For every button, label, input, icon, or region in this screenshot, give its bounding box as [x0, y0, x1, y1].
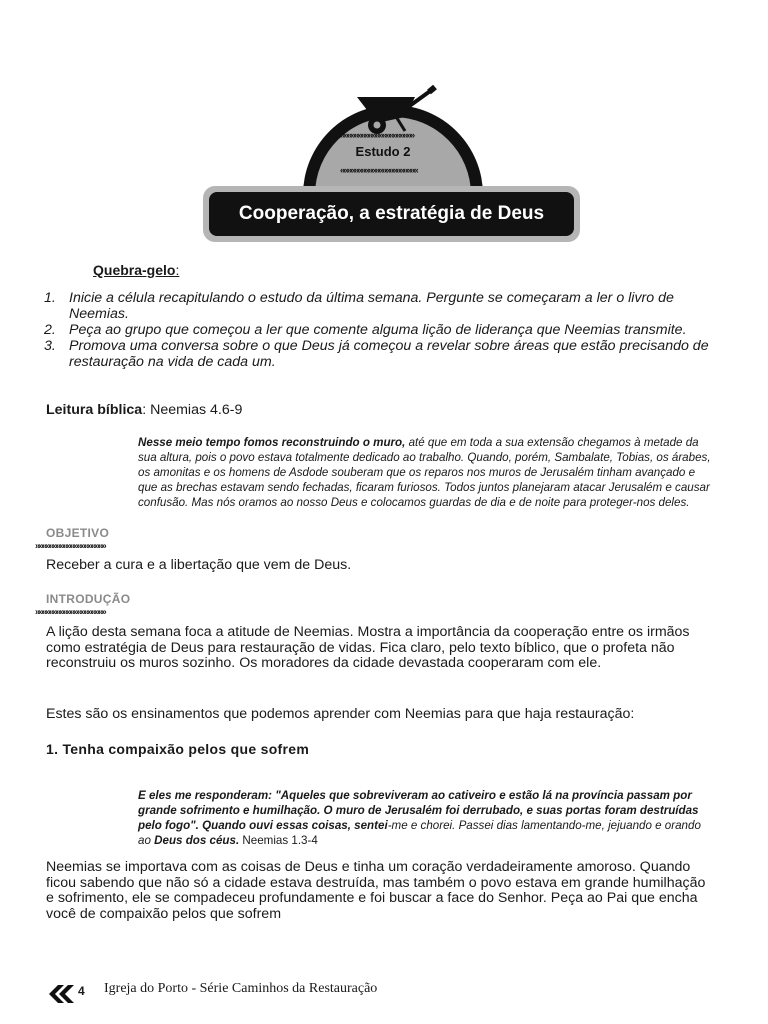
bible-reading	[46, 402, 242, 418]
introduction-lead: Estes são os ensinamentos que podemos aprender com Neemias para que haja restauração:	[46, 706, 635, 722]
quote-bold: Nesse meio tempo fomos reconstruindo o muro,	[138, 436, 406, 449]
icebreaker-label: Quebra-gelo	[93, 262, 176, 278]
page-number: 4	[78, 984, 85, 998]
icebreaker-heading	[93, 262, 179, 278]
list-text: Peça ao grupo que começou a ler que comente alguma lição de liderança que Neemias transmite.	[69, 322, 687, 338]
objective-heading: OBJETIVO	[46, 526, 110, 540]
chevron-divider-icon	[35, 607, 133, 615]
footer-text: Igreja do Porto - Série Caminhos da Restauração	[104, 981, 378, 996]
double-chevron-left-icon	[46, 984, 80, 1004]
quote-bold: Deus dos céus.	[154, 834, 240, 847]
list-text: Inicie a célula recapitulando o estudo da última semana. Pergunte se começaram a ler o livro de Neemias.	[69, 290, 674, 322]
introduction-heading: INTRODUÇÃO	[46, 592, 131, 606]
svg-text:»»»»»»»»»»»»»»»»»»»»: »»»»»»»»»»»»»»»»»»»»	[35, 541, 106, 549]
title-banner	[203, 186, 580, 242]
svg-text:»»»»»»»»»»»»»»»»»»»»: »»»»»»»»»»»»»»»»»»»»	[35, 607, 106, 615]
icebreaker-list	[44, 290, 724, 370]
list-number: 3.	[44, 338, 56, 354]
list-item	[44, 322, 724, 338]
introduction-paragraph: A lição desta semana foca a atitude de Neemias. Mostra a importância da cooperação entre os irmãos como estratégia de Deus para restauração de vidas. Fica claro, pelo texto bíblico, que o profeta não reconstruiu os muros sozinho. Os moradores da cidade devastada cooperaram com ele.	[46, 624, 690, 671]
objective-text: Receber a cura e a libertação que vem de Deus.	[46, 557, 352, 573]
section-paragraph: Neemias se importava com as coisas de Deus e tinha um coração verdadeiramente amoroso. Quando ficou sabendo que não só a cidade estava destruída, mas também o povo estava em grande humilhação e sofrimento, ele se compadeceu profundamente e foi buscar a face do Senhor. Peça ao Pai que encha você de compaixão pelos que sofrem	[46, 859, 706, 922]
quote-text: -me e chorei. Passei dias lamentando-me, jejuando e orando ao	[138, 819, 701, 847]
svg-text:««««««««««««««««««««««: ««««««««««««««««««««««	[340, 165, 418, 175]
quote-reference: Neemias 1.3-4	[239, 834, 318, 847]
svg-text:»»»»»»»»»»»»»»»»»»»»»: »»»»»»»»»»»»»»»»»»»»»	[340, 130, 414, 140]
list-item	[44, 290, 724, 322]
scripture-quote	[138, 788, 713, 848]
quote-text: até que em toda a sua extensão chegamos à metade da sua altura, pois o povo estava totalmente dedicado ao trabalho. Quando, porém, Sambalate, Tobias, os árabes, os amonitas e os homens de Asdode souberam que os reparos nos muros de Jerusalém tinham avançado e que as brechas estavam sendo fechadas, ficaram furiosos. Todos juntos planejaram atacar Jerusalém e causar confusão. Mas nós oramos ao nosso Deus e colocamos guardas de dia e de noite para proteger-nos deles.	[138, 436, 711, 509]
quote-bold: E eles me responderam: "Aqueles que sobreviveram ao cativeiro e estão lá na província passam por grande sofrimento e humilhação. O muro de Jerusalém foi derrubado, e suas portas foram destruídas pelo fogo". Quando ouvi essas coisas, sentei	[138, 789, 699, 832]
scripture-quote	[138, 435, 713, 510]
list-item	[44, 338, 724, 370]
list-number: 2.	[44, 322, 56, 338]
icebreaker-colon: :	[175, 262, 180, 278]
bible-reading-label: Leitura bíblica	[46, 402, 143, 418]
list-number: 1.	[44, 290, 56, 306]
bible-reading-ref: : Neemias 4.6-9	[142, 402, 243, 418]
section-heading: 1. Tenha compaixão pelos que sofrem	[46, 741, 310, 757]
page-title: Cooperação, a estratégia de Deus	[209, 192, 574, 236]
chevron-divider-icon	[35, 541, 133, 549]
study-label: Estudo 2	[355, 144, 411, 159]
list-text: Promova uma conversa sobre o que Deus já começou a revelar sobre áreas que estão precisando de restauração na vida de cada um.	[69, 338, 709, 370]
